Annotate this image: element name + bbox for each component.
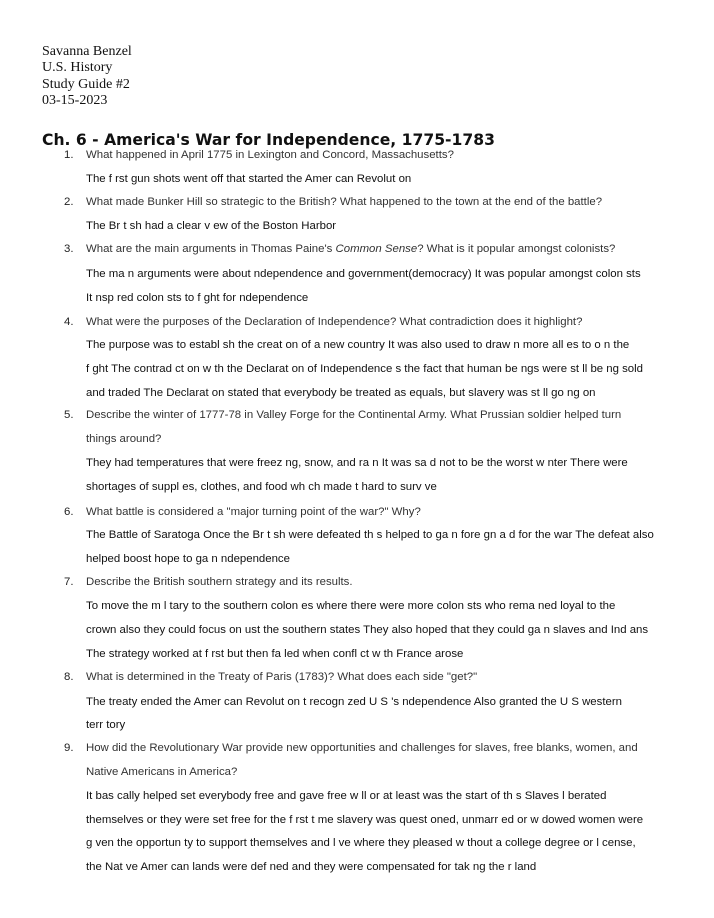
question-text: What battle is considered a "major turning point of the war?" Why? — [86, 506, 421, 518]
answer-text: The treaty ended the Amer can Revolut on t recogn zed U S 's ndependence Also granted the U S western — [86, 696, 622, 708]
answer-text: The Battle of Saratoga Once the Br t sh were defeated th s helped to ga n fore gn a d for the war The defeat also — [86, 529, 654, 541]
answer-text: f ght The contrad ct on w th the Declarat on of Independence s the fact that human be ngs were st ll be ng sold — [86, 363, 644, 375]
document-date: 03-15-2023 — [42, 92, 108, 108]
answer-text: shortages of suppl es, clothes, and food wh ch made t hard to surv ve — [86, 481, 437, 493]
guide-name: Study Guide #2 — [42, 76, 130, 92]
answer-text: crown also they could focus on ust the southern states They also hoped that they could ga n slaves and Ind ans — [86, 624, 649, 636]
answer-text: The ma n arguments were about ndependence and government(democracy) It was popular amongst colon sts — [86, 268, 641, 280]
question-text: Native Americans in America? — [86, 766, 238, 778]
question-text-end: ? What is it popular amongst colonists? — [417, 243, 616, 255]
answer-text: The strategy worked at f rst but then fa led when confl ct w th France arose — [86, 648, 464, 660]
answer-text: terr tory — [86, 719, 126, 731]
answer-text: The purpose was to establ sh the creat on of a new country It was also used to draw n more all es to o n the — [86, 339, 630, 351]
answer-text: It nsp red colon sts to f ght for ndependence — [86, 292, 309, 304]
question-text: Describe the winter of 1777-78 in Valley Forge for the Continental Army. What Prussian soldier helped turn — [86, 409, 622, 421]
question-number: 5. — [64, 409, 74, 421]
question-number: 1. — [64, 149, 74, 161]
answer-text: The Br t sh had a clear v ew of the Boston Harbor — [86, 220, 337, 232]
answer-text: g ven the opportun ty to support themselves and l ve where they pleased w thout a college degree or l cense, — [86, 837, 636, 849]
answer-text: themselves or they were set free for the f rst t me slavery was quest oned, unmarr ed or w dowed women were — [86, 814, 644, 826]
question-number: 3. — [64, 243, 74, 255]
answer-text: The f rst gun shots went off that started the Amer can Revolut on — [86, 173, 412, 185]
answer-text: To move the m l tary to the southern colon es where there were more colon sts who rema ned loyal to the — [86, 600, 616, 612]
answer-text: helped boost hope to ga n ndependence — [86, 553, 290, 565]
question-text: What made Bunker Hill so strategic to the British? What happened to the town at the end of the battle? — [86, 196, 603, 208]
question-number: 4. — [64, 316, 74, 328]
answer-text: It bas cally helped set everybody free and gave free w ll or at least was the start of th s Slaves l berated — [86, 790, 607, 802]
question-number: 8. — [64, 671, 74, 683]
question-text: Describe the British southern strategy and its results. — [86, 576, 353, 588]
question-text: How did the Revolutionary War provide new opportunities and challenges for slaves, free blanks, women, and — [86, 742, 638, 754]
question-text: What happened in April 1775 in Lexington and Concord, Massachusetts? — [86, 149, 454, 161]
question-number: 6. — [64, 506, 74, 518]
student-name: Savanna Benzel — [42, 44, 132, 59]
question-text: What were the purposes of the Declaration of Independence? What contradiction does it highlight? — [86, 316, 583, 328]
question-text-start: What are the main arguments in Thomas Paine's — [86, 243, 336, 255]
question-number: 7. — [64, 576, 74, 588]
question-number: 9. — [64, 742, 74, 754]
book-title: Common Sense — [335, 243, 418, 255]
question-text: things around? — [86, 433, 162, 445]
question-text — [86, 243, 615, 255]
question-text: What is determined in the Treaty of Paris (1783)? What does each side "get?" — [86, 671, 478, 683]
chapter-title: Ch. 6 - America's War for Independence, 1775-1783 — [42, 131, 495, 149]
answer-text: and traded The Declarat on stated that everybody be treated as equals, but slavery was st ll go ng on — [86, 387, 596, 399]
answer-text: They had temperatures that were freez ng, snow, and ra n It was sa d not to be the worst w nter There were — [86, 457, 628, 469]
course-name: U.S. History — [42, 60, 113, 76]
answer-text: the Nat ve Amer can lands were def ned and they were compensated for tak ng the r land — [86, 861, 537, 873]
question-number: 2. — [64, 196, 74, 208]
